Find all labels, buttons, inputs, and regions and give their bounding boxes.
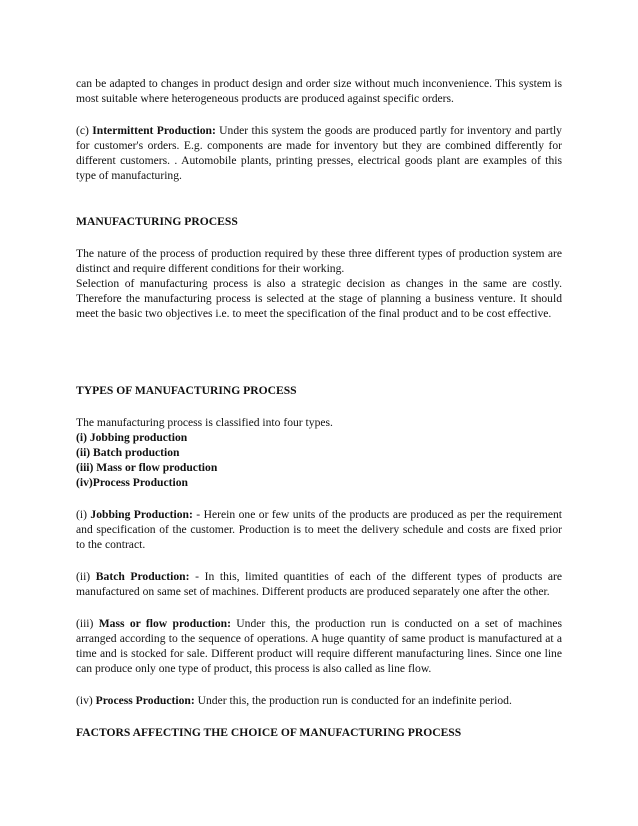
process-prefix: (iv) xyxy=(76,694,96,707)
mass-term: Mass or flow production: xyxy=(98,617,231,630)
process-term: Process Production: xyxy=(95,694,195,707)
jobbing-term: Jobbing Production: xyxy=(90,508,193,521)
document-page xyxy=(76,76,562,740)
mass-production-paragraph xyxy=(76,616,562,676)
mass-prefix: (iii) xyxy=(76,617,99,630)
batch-production-paragraph xyxy=(76,569,562,599)
types-intro: The manufacturing process is classified into four types. xyxy=(76,416,333,429)
manufacturing-process-paragraph-1: The nature of the process of production required by these three different types of production system are distinct and require different conditions for their working. xyxy=(76,247,562,275)
manufacturing-process-paragraph-2: Selection of manufacturing process is also a strategic decision as changes in the same are costly. Therefore the manufacturing process is selected at the stage of planning a business venture. It should meet the basic two objectives i.e. to meet the specification of the final product and to be cost effective. xyxy=(76,277,562,320)
intro-continuation-paragraph: can be adapted to changes in product design and order size without much inconvenience. This system is most suitable where heterogeneous products are produced against specific orders. xyxy=(76,77,562,105)
intermittent-text: Under this system the goods are produced partly for inventory and partly for customer's orders. E.g. components are made for inventory but they are combined differently for different customers. . Automobile plants, printing presses, electrical goods plant are examples of this type of manufacturing. xyxy=(76,124,562,182)
factors-heading: FACTORS AFFECTING THE CHOICE OF MANUFACTURING PROCESS xyxy=(76,726,462,739)
process-text: Under this, the production run is conducted for an indefinite period. xyxy=(194,694,512,707)
intermittent-term: Intermittent Production: xyxy=(92,124,216,137)
batch-text: - In this, limited quantities of each of the different types of products are manufactured on same set of machines. Different products are produced separately one after the other. xyxy=(76,570,563,598)
process-production-paragraph xyxy=(76,693,562,708)
batch-prefix: (ii) xyxy=(76,570,96,583)
jobbing-prefix: (i) xyxy=(76,508,91,521)
types-heading: TYPES OF MANUFACTURING PROCESS xyxy=(76,384,297,397)
jobbing-text: - Herein one or few units of the products are produced as per the requirement and specification of the customer. Production is to meet the delivery schedule and costs are fixed prior to the contract. xyxy=(76,508,562,551)
jobbing-production-paragraph xyxy=(76,507,562,552)
types-list-item-1: (i) Jobbing production xyxy=(76,431,188,444)
manufacturing-process-heading: MANUFACTURING PROCESS xyxy=(76,215,238,228)
mass-text: Under this, the production run is conducted on a set of machines arranged according to the sequence of operations. A huge quantity of same product is manufactured at a time and is stocked for sale. Different product will require different manufacturing lines. Since one line can produce only one type of product, this process is also called as line flow. xyxy=(76,617,562,675)
types-list-item-2: (ii) Batch production xyxy=(76,446,180,459)
types-list-item-4: (iv)Process Production xyxy=(76,476,188,489)
types-list-item-3: (iii) Mass or flow production xyxy=(76,461,218,474)
intermittent-prefix: (c) xyxy=(76,124,93,137)
batch-term: Batch Production: xyxy=(95,570,190,583)
intermittent-production-paragraph xyxy=(76,123,562,183)
